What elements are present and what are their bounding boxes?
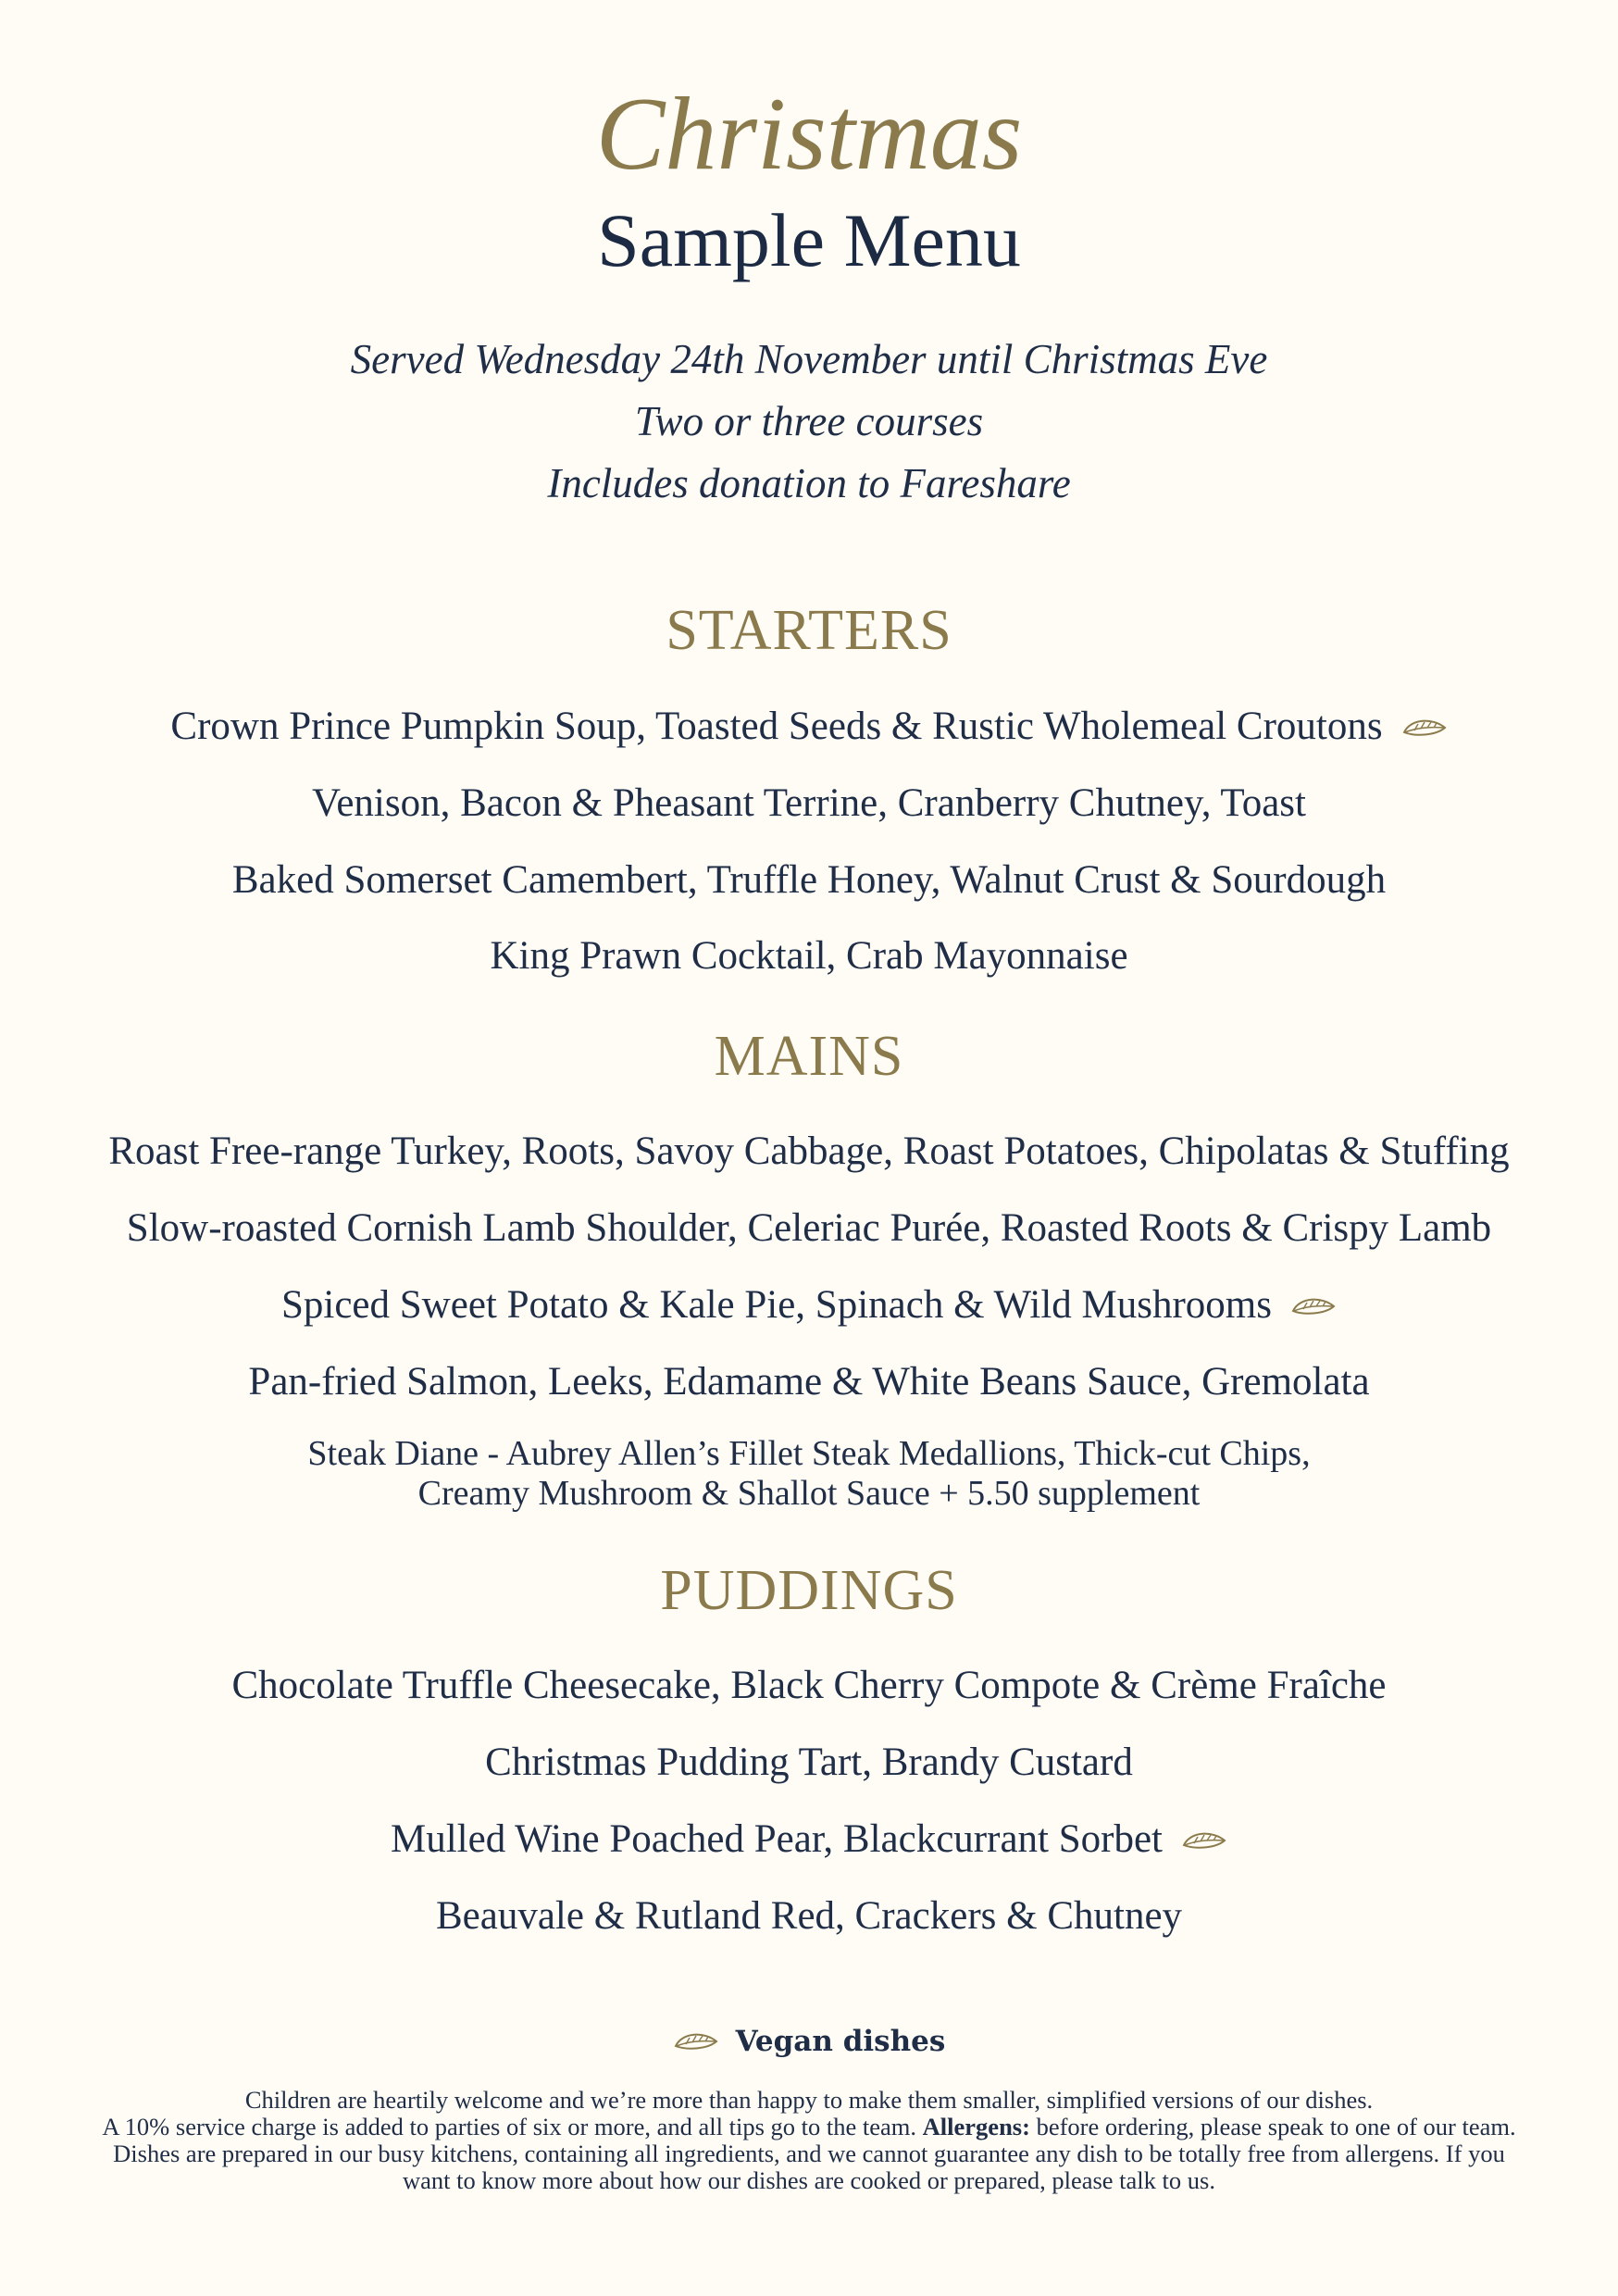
- vegan-legend: [0, 2018, 1618, 2065]
- section-heading-puddings: PUDDINGS: [660, 1559, 958, 1622]
- script-title: Christmas: [595, 77, 1023, 192]
- page-title: Sample Menu: [597, 198, 1021, 282]
- leaf-icon: [1181, 1829, 1227, 1852]
- intro: [0, 329, 1618, 515]
- leaf-icon: [1290, 1295, 1337, 1317]
- menu-item: Venison, Bacon & Pheasant Terrine, Cranberry Chutney, Toast: [312, 781, 1306, 825]
- section-heading-mains: MAINS: [714, 1025, 904, 1088]
- menu-item: [0, 1814, 1618, 1866]
- menu-item-text: Spiced Sweet Potato & Kale Pie, Spinach & Wild Mushrooms: [280, 1283, 1272, 1327]
- menu-item: Christmas Pudding Tart, Brandy Custard: [485, 1741, 1133, 1784]
- intro-line-donation: Includes donation to Fareshare: [547, 460, 1071, 506]
- footer-allergens-label: Allergens:: [922, 2113, 1030, 2140]
- legend-label: Vegan dishes: [735, 2025, 946, 2058]
- menu-item: Beauvale & Rutland Red, Crackers & Chutney: [435, 1894, 1183, 1938]
- leaf-icon: [673, 2030, 719, 2053]
- menu-item: King Prawn Cocktail, Crab Mayonnaise: [490, 934, 1128, 978]
- menu-item: Baked Somerset Camembert, Truffle Honey, Walnut Crust & Sourdough: [231, 858, 1387, 902]
- menu-item: Chocolate Truffle Cheesecake, Black Cherry Compote & Crème Fraîche: [231, 1664, 1387, 1707]
- menu-item-line: Creamy Mushroom & Shallot Sauce + 5.50 supplement: [417, 1474, 1201, 1513]
- leaf-icon: [1401, 717, 1448, 739]
- footer-children-note: Children are heartily welcome and we’re more than happy to make them smaller, simplified versions of our dishes.: [244, 2086, 1374, 2114]
- menu-item: Pan-fried Salmon, Leeks, Edamame & White Beans Sauce, Gremolata: [248, 1360, 1370, 1404]
- menu-item-text: Crown Prince Pumpkin Soup, Toasted Seeds & Rustic Wholemeal Croutons: [170, 705, 1383, 748]
- menu-item: Slow-roasted Cornish Lamb Shoulder, Celeriac Purée, Roasted Roots & Crispy Lamb: [126, 1206, 1492, 1250]
- menu-item: [0, 701, 1618, 753]
- footer-service-charge: A 10% service charge is added to parties of six or more, and all tips go to the team.: [102, 2113, 917, 2140]
- menu-item: Roast Free-range Turkey, Roots, Savoy Cabbage, Roast Potatoes, Chipolatas & Stuffing: [108, 1129, 1510, 1173]
- menu-item: [0, 1279, 1618, 1331]
- footer-notes: [88, 2087, 1530, 2194]
- menu-item-line: Steak Diane - Aubrey Allen’s Fillet Steak Medallions, Thick-cut Chips,: [307, 1434, 1311, 1473]
- menu-item-steak-diane: [0, 1434, 1618, 1514]
- menu-item-text: Mulled Wine Poached Pear, Blackcurrant Sorbet: [390, 1817, 1163, 1861]
- section-heading-starters: STARTERS: [666, 599, 952, 662]
- footer-allergens-text: before ordering, please speak to one of our team. Dishes are prepared in our busy kitchens, containing all ingredients, and we cannot guarantee any dish to be totally free from allergens. If you want to know more about how our dishes are cooked or prepared, please talk to us.: [113, 2113, 1516, 2194]
- intro-line-served: Served Wednesday 24th November until Christmas Eve: [350, 336, 1268, 382]
- intro-line-courses: Two or three courses: [634, 398, 984, 444]
